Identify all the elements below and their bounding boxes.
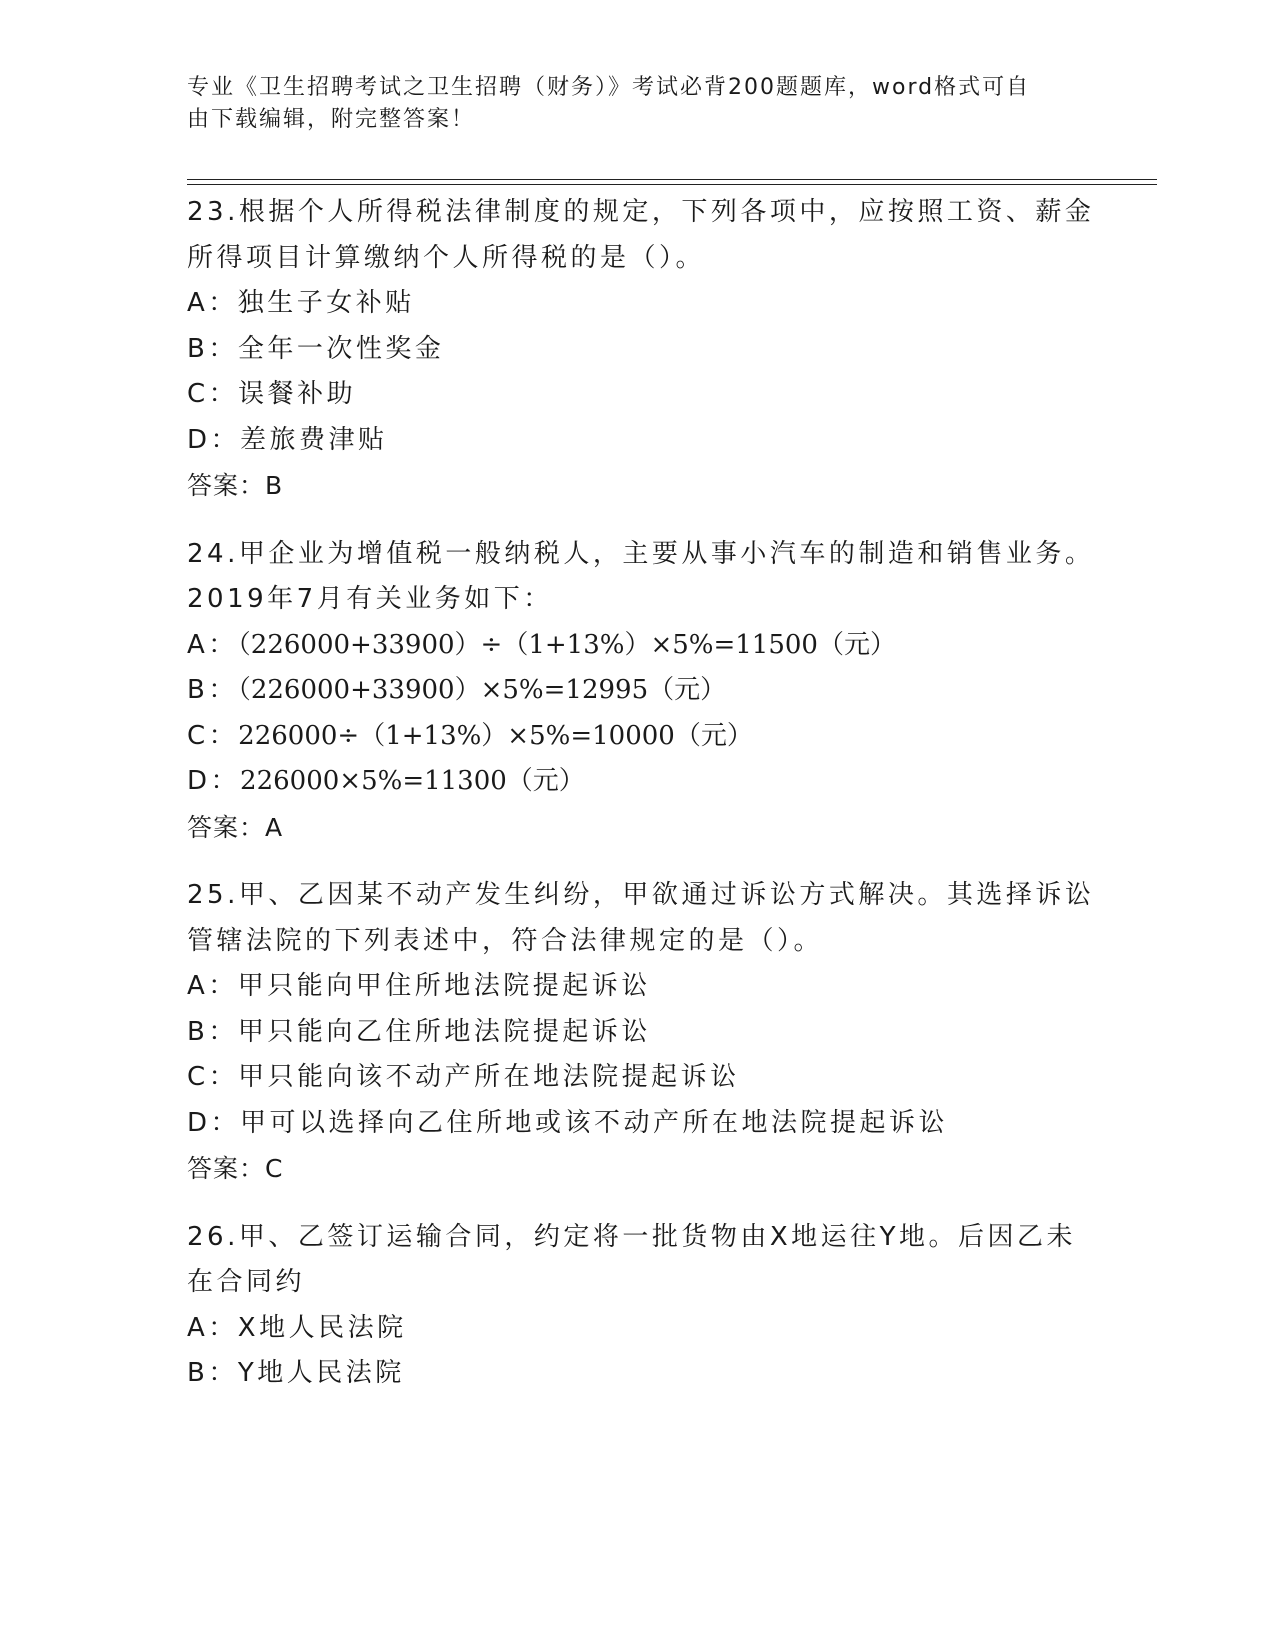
- option-key: A：: [187, 288, 238, 318]
- option-text: 甲只能向该不动产所在地法院提起诉讼: [238, 1062, 740, 1092]
- option-d: [187, 1101, 1087, 1147]
- question-text-line: 管辖法院的下列表述中，符合法律规定的是（）。: [187, 925, 824, 956]
- question-text-line: 所得项目计算缴纳个人所得税的是（）。: [187, 242, 706, 273]
- option-text: 误餐补助: [238, 379, 357, 409]
- option-c: [187, 1055, 1087, 1101]
- option-b: [187, 668, 1087, 714]
- header-divider-bottom: [187, 184, 1157, 185]
- question-24: [187, 532, 1095, 851]
- option-text: 甲只能向甲住所地法院提起诉讼: [237, 971, 651, 1001]
- option-text: 甲只能向乙住所地法院提起诉讼: [237, 1016, 651, 1047]
- option-a: [187, 281, 1087, 327]
- option-text: （226000+33900）×5%=12995（元）: [237, 675, 727, 705]
- header-line-1: 专业《卫生招聘考试之卫生招聘（财务）》考试必背200题题库，word格式可自: [187, 75, 1031, 100]
- option-text: 全年一次性奖金: [237, 333, 445, 364]
- question-25: [187, 873, 1095, 1192]
- option-text: （226000+33900）÷（1+13%）×5%=11500（元）: [237, 629, 896, 660]
- answer-line: 答案：B: [187, 471, 284, 500]
- option-key: D：: [187, 424, 241, 455]
- option-key: B：: [187, 333, 238, 364]
- option-b: [187, 1010, 1087, 1056]
- question-text: [187, 873, 1095, 964]
- option-key: A：: [187, 971, 238, 1001]
- question-text: [187, 1215, 1087, 1306]
- question-text-line: 在合同约: [187, 1267, 306, 1297]
- option-d: [187, 759, 1087, 805]
- question-26: [187, 1215, 1087, 1397]
- option-key: B：: [187, 1016, 238, 1047]
- question-text: [187, 190, 1095, 281]
- option-c: [187, 372, 1087, 418]
- question-text-line: 25.甲、乙因某不动产发生纠纷，甲欲通过诉讼方式解决。其选择诉讼: [187, 880, 1095, 910]
- answer-line: 答案：A: [187, 812, 284, 842]
- option-key: A：: [187, 1312, 238, 1343]
- option-d: [187, 418, 1087, 464]
- option-key: A：: [187, 629, 238, 660]
- option-key: C：: [187, 720, 239, 751]
- option-text: 独生子女补贴: [237, 288, 415, 318]
- document-header: [187, 72, 1077, 136]
- question-text-line: 24.甲企业为增值税一般纳税人，主要从事小汽车的制造和销售业务。: [187, 538, 1095, 569]
- answer-line: 答案：C: [187, 1154, 284, 1183]
- header-divider-top: [187, 179, 1157, 180]
- question-list: [187, 190, 1095, 1420]
- option-text: 226000÷（1+13%）×5%=10000（元）: [238, 720, 753, 751]
- option-b: [187, 327, 1087, 373]
- option-key: B：: [187, 675, 238, 705]
- option-text: X地人民法院: [237, 1312, 407, 1343]
- question-text: [187, 532, 1095, 623]
- option-text: Y地人民法院: [237, 1358, 405, 1388]
- option-key: D：: [187, 1107, 241, 1138]
- question-text-line: 23.根据个人所得税法律制度的规定，下列各项中，应按照工资、薪金: [187, 197, 1095, 227]
- option-text: 差旅费津贴: [240, 424, 388, 455]
- option-a: [187, 623, 1087, 669]
- header-line-2: 由下载编辑，附完整答案！: [187, 107, 476, 132]
- option-key: C：: [187, 379, 239, 409]
- question-23: [187, 190, 1095, 509]
- option-key: D：: [187, 766, 241, 796]
- option-a: [187, 1306, 1087, 1352]
- option-text: 甲可以选择向乙住所地或该不动产所在地法院提起诉讼: [240, 1107, 949, 1138]
- option-c: [187, 714, 1087, 760]
- option-key: B：: [187, 1358, 238, 1388]
- option-text: 226000×5%=11300（元）: [240, 766, 585, 796]
- question-text-line: 26.甲、乙签订运输合同，约定将一批货物由X地运往Y地。后因乙未: [187, 1221, 1077, 1252]
- option-key: C：: [187, 1062, 239, 1092]
- question-text-line: 2019年7月有关业务如下：: [187, 584, 553, 614]
- option-a: [187, 964, 1087, 1010]
- option-b: [187, 1351, 1087, 1397]
